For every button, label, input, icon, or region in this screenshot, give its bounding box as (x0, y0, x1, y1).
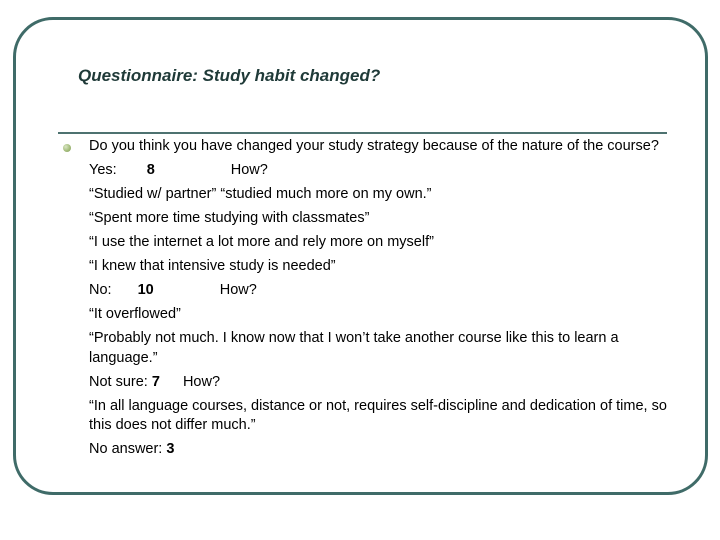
slide-title: Questionnaire: Study habit changed? (78, 66, 381, 85)
no-label: No: (89, 282, 112, 298)
yes-quote: “Studied w/ partner” “studied much more on my own.” (89, 186, 432, 202)
not-sure-row (89, 373, 679, 393)
no-count: 10 (137, 282, 154, 298)
no-how-label: How? (219, 282, 257, 298)
slide-body (89, 137, 679, 464)
no-answer-count: 3 (166, 441, 175, 457)
yes-quote: “Spent more time studying with classmates” (89, 210, 370, 226)
yes-quote: “I knew that intensive study is needed” (89, 258, 336, 274)
bullet-icon (63, 144, 71, 152)
not-sure-label: Not sure: (89, 373, 148, 390)
question-text: Do you think you have changed your study strategy because of the nature of the course? (89, 138, 659, 154)
no-quote: “It overflowed” (89, 306, 181, 322)
yes-row (89, 161, 679, 181)
no-answer-row (89, 440, 679, 460)
yes-label: Yes: (89, 162, 117, 178)
yes-count: 8 (146, 162, 155, 178)
yes-quote: “I use the internet a lot more and rely more on myself” (89, 234, 434, 250)
no-row (89, 281, 679, 301)
title-divider (58, 132, 667, 134)
not-sure-quote: “In all language courses, distance or not, requires self-discipline and dedication of time, so this does not differ much.” (89, 397, 667, 433)
yes-how-label: How? (230, 162, 268, 178)
no-answer-label: No answer: (89, 441, 163, 457)
no-quote: “Probably not much. I know now that I won’t take another course like this to learn a language.” (89, 330, 619, 366)
not-sure-how-label: How? (182, 373, 221, 390)
not-sure-count: 7 (151, 373, 160, 390)
